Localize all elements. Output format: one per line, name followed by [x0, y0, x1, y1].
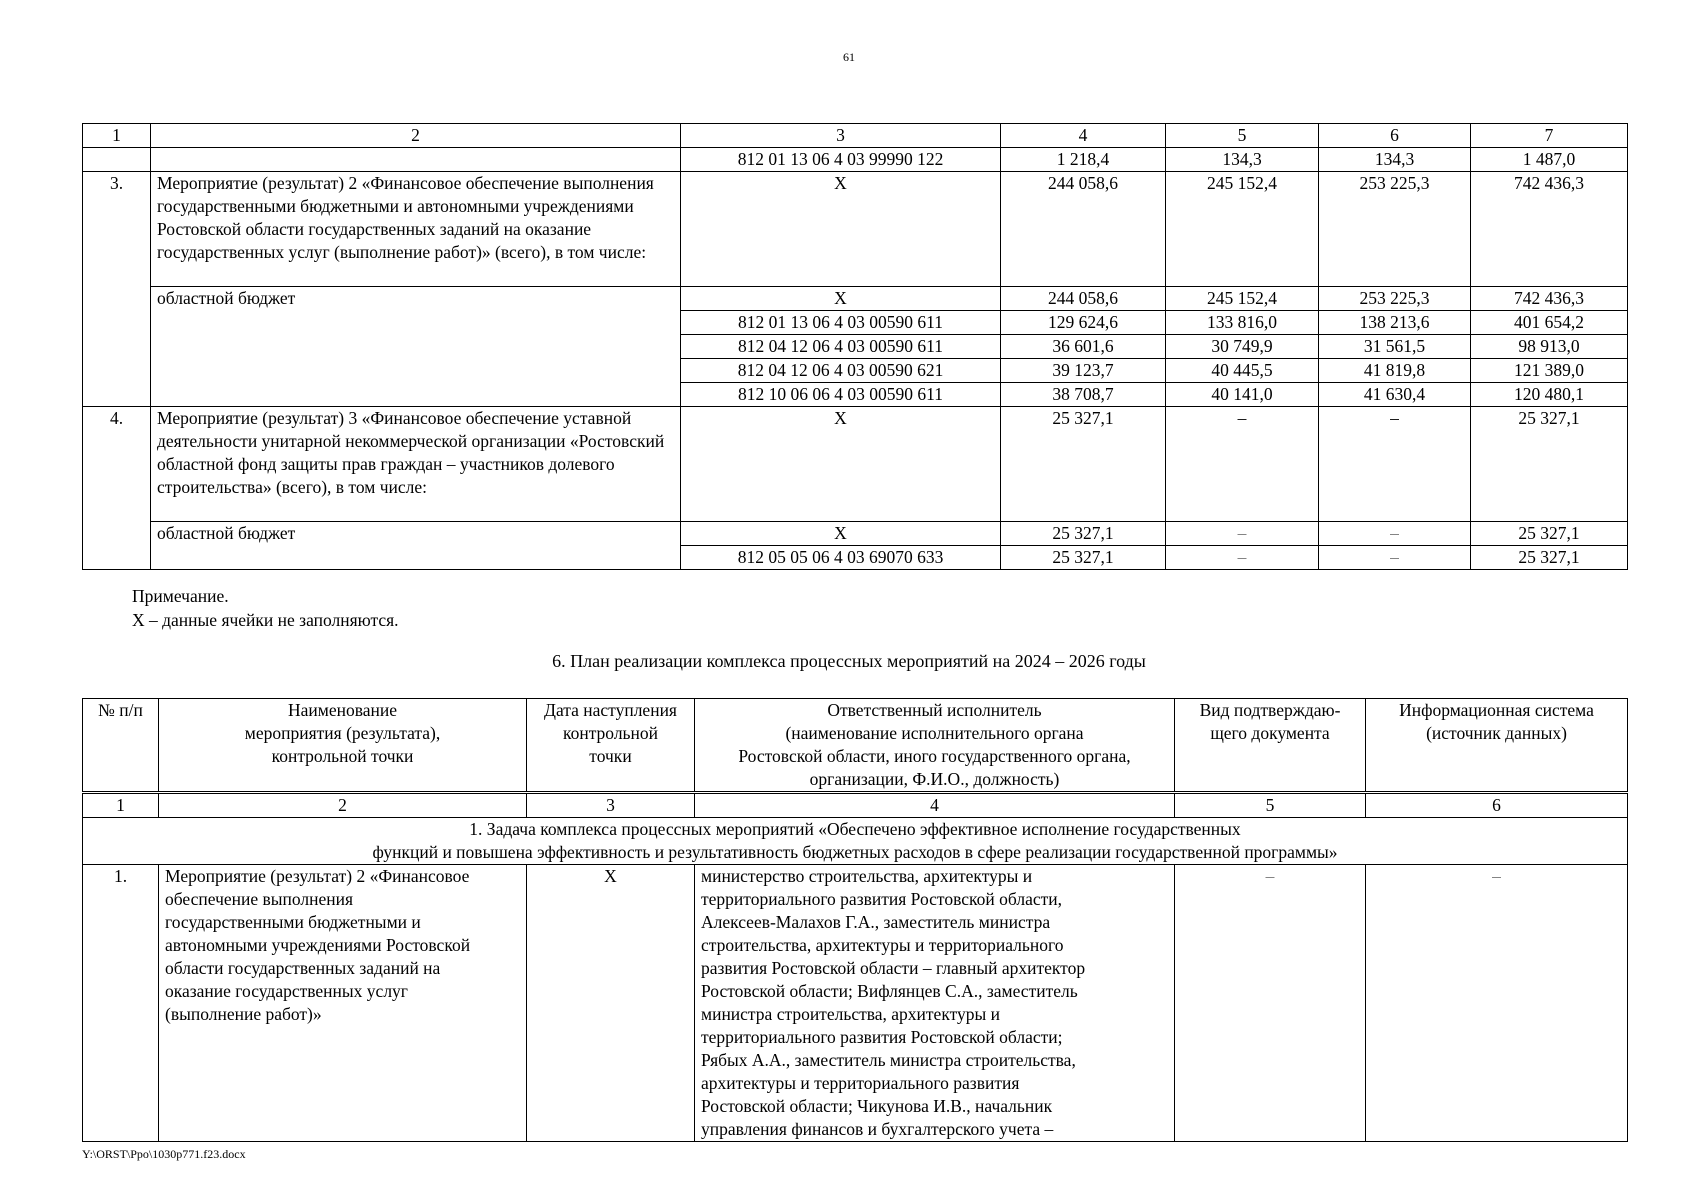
budget-code: 812 10 06 06 4 03 00590 611 [681, 383, 1001, 407]
budget-code: X [681, 522, 1001, 546]
finance-table [82, 123, 1628, 570]
amount-cell: 41 819,8 [1319, 359, 1471, 383]
amount-cell: 38 708,7 [1001, 383, 1166, 407]
plan-header-cell: Информационная система (источник данных) [1366, 699, 1628, 793]
finance-header-cell: 3 [681, 124, 1001, 148]
control-date: X [527, 865, 695, 1142]
row-number: 3. [83, 172, 151, 407]
plan-number-cell: 3 [527, 793, 695, 818]
responsible-executor: министерство строительства, архитектуры и территориального развития Ростовской области, Алексеев-Малахов Г.А., заместитель министра строительства, архитектуры и территориального развития Ростовской области – главный архитектор Ростовской области; Вифлянцев С.А., заместитель министра строительства, архитектуры и территориального развития Ростовской области; Рябых А.А., заместитель министра строительства, архитектуры и территориального развития Ростовской области; Чикунова И.В., начальник управления финансов и бухгалтерского учета – [695, 865, 1175, 1142]
amount-cell: 25 327,1 [1471, 407, 1628, 522]
plan-number-cell: 2 [159, 793, 527, 818]
plan-header-cell: Наименование мероприятия (результата), контрольной точки [159, 699, 527, 793]
amount-cell: 742 436,3 [1471, 172, 1628, 287]
budget-code: X [681, 407, 1001, 522]
finance-header-cell: 5 [1166, 124, 1319, 148]
activity-name: Мероприятие (результат) 3 «Финансовое обеспечение уставной деятельности унитарной некоммерческой организации «Ростовский областной фонд защиты прав граждан – участников долевого строительства» (всего), в том числе: [151, 407, 681, 522]
page-number: 61 [843, 50, 855, 64]
amount-cell: 31 561,5 [1319, 335, 1471, 359]
amount-cell: 134,3 [1319, 148, 1471, 172]
amount-cell: 138 213,6 [1319, 311, 1471, 335]
finance-header-cell: 4 [1001, 124, 1166, 148]
budget-label: областной бюджет [151, 287, 681, 407]
amount-cell: 134,3 [1166, 148, 1319, 172]
amount-cell: – [1319, 407, 1471, 522]
finance-header-cell: 2 [151, 124, 681, 148]
plan-number-cell: 6 [1366, 793, 1628, 818]
task-row [83, 818, 1628, 865]
plan-header-cell: Дата наступления контрольной точки [527, 699, 695, 793]
amount-cell: – [1166, 407, 1319, 522]
document-type: – [1175, 865, 1366, 1142]
plan-number-cell: 4 [695, 793, 1175, 818]
amount-cell: 129 624,6 [1001, 311, 1166, 335]
table-row [83, 148, 1628, 172]
amount-cell: 98 913,0 [1471, 335, 1628, 359]
amount-cell: 253 225,3 [1319, 172, 1471, 287]
activity-name: Мероприятие (результат) 2 «Финансовое обеспечение выполнения государственными бюджетными и автономными учреждениями Ростовской области государственных заданий на оказание государственных услуг (выполнение работ)» [159, 865, 527, 1142]
plan-number-cell: 1 [83, 793, 159, 818]
budget-code: 812 01 13 06 4 03 00590 611 [681, 311, 1001, 335]
amount-cell: 120 480,1 [1471, 383, 1628, 407]
budget-code: 812 04 12 06 4 03 00590 621 [681, 359, 1001, 383]
amount-cell: 245 152,4 [1166, 287, 1319, 311]
amount-cell: 121 389,0 [1471, 359, 1628, 383]
note-title: Примечание. [132, 586, 229, 606]
amount-cell: 244 058,6 [1001, 172, 1166, 287]
amount-cell: 25 327,1 [1001, 522, 1166, 546]
budget-code: 812 04 12 06 4 03 00590 611 [681, 335, 1001, 359]
budget-label: областной бюджет [151, 522, 681, 570]
amount-cell: 25 327,1 [1001, 546, 1166, 570]
amount-cell: 245 152,4 [1166, 172, 1319, 287]
amount-cell: 25 327,1 [1471, 546, 1628, 570]
section-title: 6. План реализации комплекса процессных мероприятий на 2024 – 2026 годы [552, 651, 1146, 671]
table-row [83, 865, 1628, 1142]
amount-cell: 1 487,0 [1471, 148, 1628, 172]
table-row [83, 172, 1628, 287]
finance-header-cell: 7 [1471, 124, 1628, 148]
note [132, 584, 399, 632]
plan-number-row [83, 793, 1628, 818]
amount-cell: 1 218,4 [1001, 148, 1166, 172]
amount-cell: 39 123,7 [1001, 359, 1166, 383]
plan-number-cell: 5 [1175, 793, 1366, 818]
plan-header-cell: Вид подтверждаю- щего документа [1175, 699, 1366, 793]
note-text: Х – данные ячейки не заполняются. [132, 610, 399, 630]
budget-code: 812 01 13 06 4 03 99990 122 [681, 148, 1001, 172]
budget-code: X [681, 172, 1001, 287]
table-row [83, 522, 1628, 546]
amount-cell: 36 601,6 [1001, 335, 1166, 359]
amount-cell: 742 436,3 [1471, 287, 1628, 311]
amount-cell: 40 445,5 [1166, 359, 1319, 383]
activity-name: Мероприятие (результат) 2 «Финансовое обеспечение выполнения государственными бюджетными и автономными учреждениями Ростовской области государственных заданий на оказание государственных услуг (выполнение работ)» (всего), в том числе: [151, 172, 681, 287]
amount-cell: 40 141,0 [1166, 383, 1319, 407]
footer-file-path: Y:\ORST\Ppo\1030p771.f23.docx [82, 1147, 246, 1161]
amount-cell: 253 225,3 [1319, 287, 1471, 311]
amount-cell: 41 630,4 [1319, 383, 1471, 407]
amount-cell: – [1319, 546, 1471, 570]
amount-cell: 30 749,9 [1166, 335, 1319, 359]
amount-cell: 401 654,2 [1471, 311, 1628, 335]
info-system: – [1366, 865, 1628, 1142]
row-number: 1. [83, 865, 159, 1142]
amount-cell: 133 816,0 [1166, 311, 1319, 335]
plan-table [82, 698, 1628, 1142]
budget-code: 812 05 05 06 4 03 69070 633 [681, 546, 1001, 570]
amount-cell: 25 327,1 [1471, 522, 1628, 546]
plan-header-cell: Ответственный исполнитель (наименование исполнительного органа Ростовской области, иного государственного органа, организации, Ф.И.О., должность) [695, 699, 1175, 793]
budget-code: X [681, 287, 1001, 311]
table-row [83, 407, 1628, 522]
plan-header-row [83, 699, 1628, 793]
table-row [83, 287, 1628, 311]
amount-cell: – [1166, 522, 1319, 546]
amount-cell: – [1319, 522, 1471, 546]
task-heading: 1. Задача комплекса процессных мероприятий «Обеспечено эффективное исполнение государственных функций и повышена эффективность и результативность бюджетных расходов в сфере реализации государственной программы» [83, 818, 1628, 865]
finance-header-row [83, 124, 1628, 148]
plan-header-cell: № п/п [83, 699, 159, 793]
amount-cell: 25 327,1 [1001, 407, 1166, 522]
finance-header-cell: 6 [1319, 124, 1471, 148]
row-number: 4. [83, 407, 151, 570]
amount-cell: 244 058,6 [1001, 287, 1166, 311]
amount-cell: – [1166, 546, 1319, 570]
finance-header-cell: 1 [83, 124, 151, 148]
